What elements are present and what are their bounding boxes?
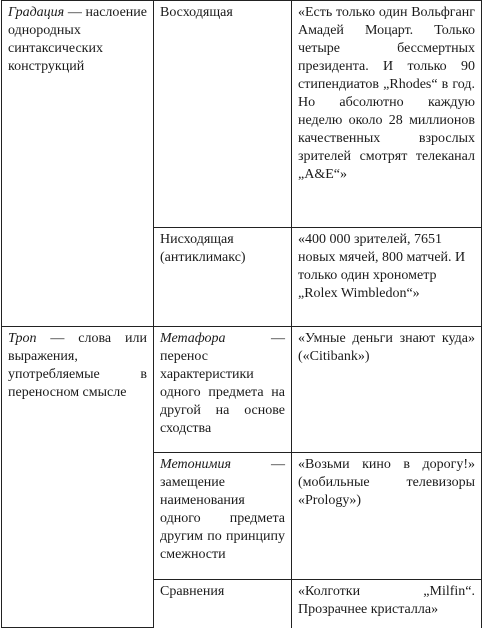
subtype-definition: — перенос характеристики одного предмета на другой на основе сходства (160, 331, 285, 436)
subtype-label: Восходящая (160, 5, 233, 20)
subtype-cell (154, 453, 292, 580)
subtype-cell (154, 1, 292, 228)
subtype-cell (154, 327, 292, 453)
subtype-cell (154, 228, 292, 327)
subtype-definition: — замещение наименования одного предмета другим по принципу смежности (160, 457, 285, 562)
subtype-label: Сравнения (160, 584, 225, 599)
example-text: «Возьми кино в дорогу!» (мобильные телевизоры «Prology») (298, 457, 475, 508)
category-definition: — слова или выражения, употребляемые в переносном смысле (8, 331, 147, 400)
example-cell (292, 453, 482, 580)
example-text: «Умные деньги знают куда» («Citibank») (298, 331, 475, 364)
subtype-cell (154, 580, 292, 628)
subtype-term: Метонимия (160, 457, 231, 472)
example-cell (292, 1, 482, 228)
example-cell (292, 580, 482, 628)
example-text: «Колготки „Milfin“. Прозрачнее кристалла» (298, 584, 475, 617)
example-cell (292, 327, 482, 453)
subtype-label: Нисходящая (антиклимакс) (160, 232, 246, 265)
figures-table (1, 0, 482, 628)
table-row (2, 1, 482, 228)
subtype-term: Метафора (160, 331, 226, 346)
example-text: «400 000 зрителей, 7651 новых мячей, 800 матчей. И только один хронометр „Rolex Wimbledon“» (298, 232, 466, 301)
example-cell (292, 228, 482, 327)
category-cell-trope (2, 327, 154, 628)
example-text: «Есть только один Вольфганг Амадей Моцарт. Только четыре бессмертных президента. И только 90 стипендиатов „Rhodes“ в год. Но абсолютно каждую неделю около 28 миллионов качественных взрослых зрителей смотрят телеканал „A&E“» (298, 5, 475, 182)
table-row (2, 327, 482, 453)
category-definition: — наслоение однородных синтаксических конструкций (8, 5, 147, 74)
category-term: Градация (8, 5, 65, 20)
category-cell-gradation (2, 1, 154, 327)
category-term: Троп (8, 331, 37, 346)
